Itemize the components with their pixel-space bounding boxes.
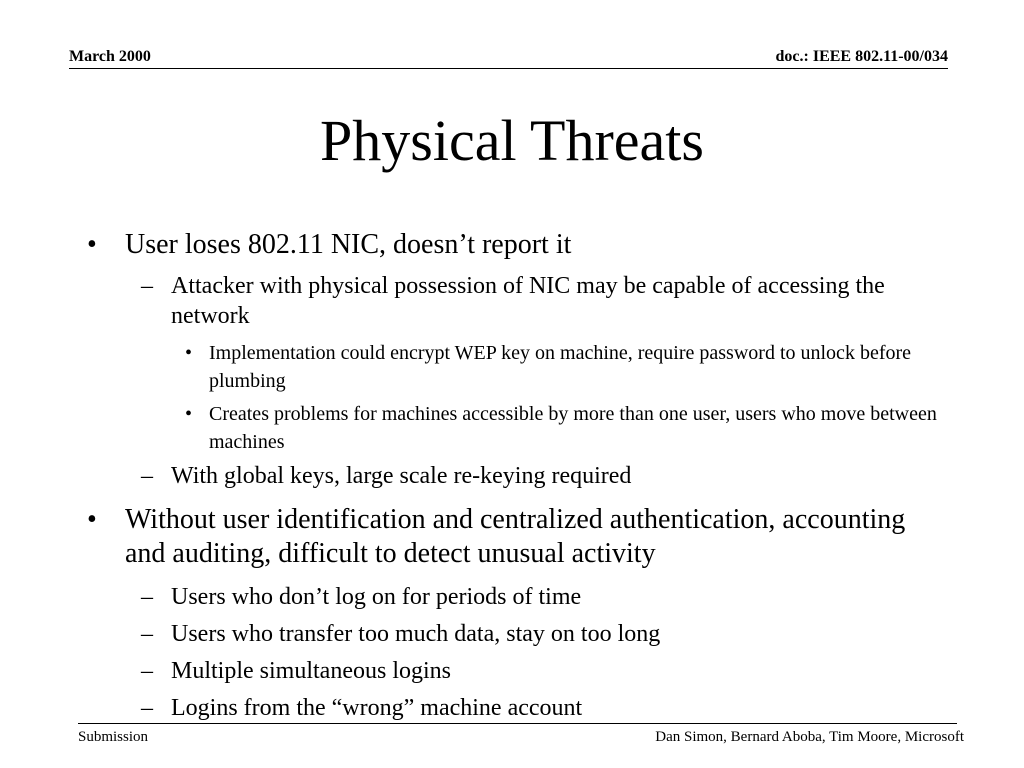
bullet-item bbox=[141, 656, 931, 686]
header-doc-id: doc.: IEEE 802.11-00/034 bbox=[775, 48, 948, 65]
bullet-text: Implementation could encrypt WEP key on machine, require password to unlock before plumbing bbox=[209, 342, 912, 392]
bullet-marker: • bbox=[87, 229, 97, 260]
bullet-item bbox=[141, 461, 891, 491]
bullet-item bbox=[141, 619, 931, 649]
bullet-text: User loses 802.11 NIC, doesn’t report it bbox=[125, 229, 572, 260]
bullet-item bbox=[87, 228, 935, 262]
bullet-marker: • bbox=[87, 504, 97, 535]
bullet-item bbox=[141, 582, 931, 612]
bullet-text: Without user identification and centralized authentication, accounting and auditing, difficult to detect unusual activity bbox=[125, 504, 906, 569]
bullet-item bbox=[141, 271, 891, 331]
slide-title: Physical Threats bbox=[320, 108, 704, 173]
footer-submission: Submission bbox=[78, 729, 149, 745]
bullet-marker: – bbox=[141, 658, 153, 684]
bullet-marker: • bbox=[185, 403, 193, 425]
bullet-text: Users who don’t log on for periods of time bbox=[171, 584, 582, 610]
bullet-item bbox=[185, 339, 947, 395]
bullet-text: Attacker with physical possession of NIC may be capable of accessing the network bbox=[171, 273, 885, 329]
bullet-text: Multiple simultaneous logins bbox=[171, 658, 451, 684]
bullet-text: Users who transfer too much data, stay on too long bbox=[171, 621, 661, 647]
bullet-item bbox=[141, 693, 931, 723]
bullet-text: Creates problems for machines accessible by more than one user, users who move between machines bbox=[209, 403, 937, 453]
header-divider bbox=[69, 68, 948, 69]
bullet-marker: • bbox=[185, 342, 193, 364]
bullet-marker: – bbox=[141, 695, 153, 721]
footer-authors: Dan Simon, Bernard Aboba, Tim Moore, Microsoft bbox=[655, 729, 964, 745]
bullet-text: Logins from the “wrong” machine account bbox=[171, 695, 583, 721]
bullet-marker: – bbox=[141, 621, 153, 647]
bullet-item bbox=[87, 503, 940, 571]
footer-divider bbox=[78, 723, 957, 724]
header-date: March 2000 bbox=[69, 48, 151, 65]
bullet-marker: – bbox=[141, 584, 153, 610]
bullet-marker: – bbox=[141, 273, 153, 299]
bullet-text: With global keys, large scale re-keying required bbox=[171, 463, 632, 489]
bullet-item bbox=[185, 400, 947, 456]
bullet-marker: – bbox=[141, 463, 153, 489]
